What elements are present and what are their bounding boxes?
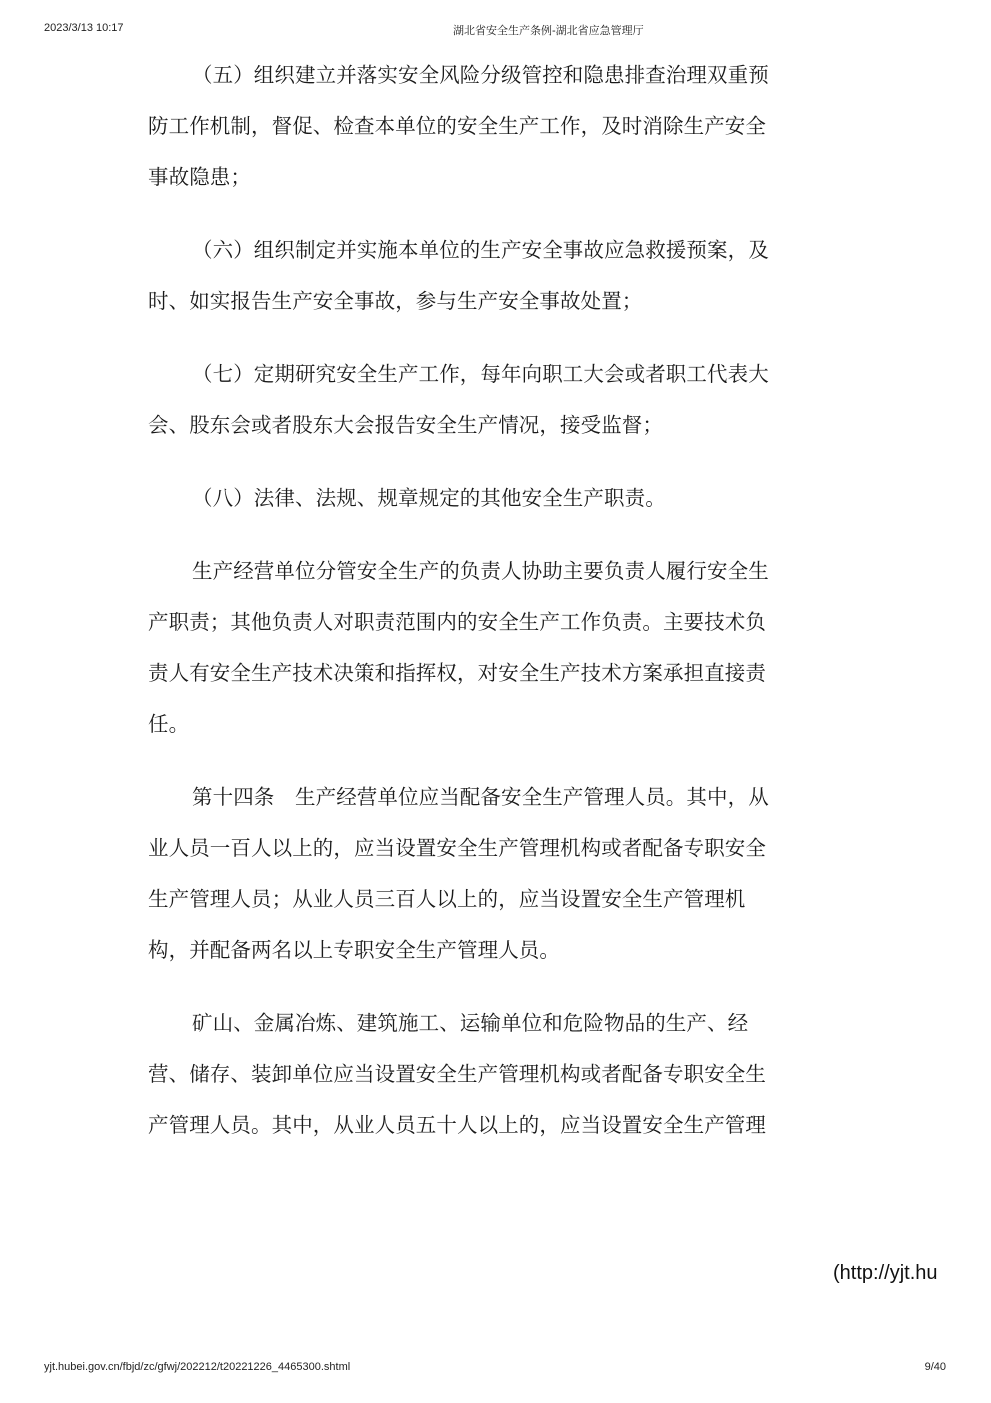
paragraph-line: 产职责；其他负责人对职责范围内的安全生产工作负责。主要技术负 <box>148 610 766 634</box>
paragraph-line: （八）法律、法规、规章规定的其他安全生产职责。 <box>192 486 666 510</box>
paragraph-line: 生产经营单位分管安全生产的负责人协助主要负责人履行安全生 <box>192 559 769 583</box>
paragraph-item-8 <box>148 473 848 524</box>
paragraph-article-14 <box>148 772 848 976</box>
paragraph-line: （五）组织建立并落实安全风险分级管控和隐患排查治理双重预 <box>192 63 769 87</box>
paragraph-line: 责人有安全生产技术决策和指挥权，对安全生产技术方案承担直接责 <box>148 661 766 685</box>
page-title: 湖北省安全生产条例-湖北省应急管理厅 <box>453 25 644 37</box>
paragraph-line: 会、股东会或者股东大会报告安全生产情况，接受监督； <box>148 413 663 437</box>
paragraph-line: 生产管理人员；从业人员三百人以上的，应当设置安全生产管理机 <box>148 887 746 911</box>
paragraph-line: 防工作机制，督促、检查本单位的安全生产工作，及时消除生产安全 <box>148 114 766 138</box>
paragraph-line: 营、储存、装卸单位应当设置安全生产管理机构或者配备专职安全生 <box>148 1062 766 1086</box>
print-datetime: 2023/3/13 10:17 <box>44 22 124 34</box>
paragraph-line: 事故隐患； <box>148 165 251 189</box>
paragraph-line: 构，并配备两名以上专职安全生产管理人员。 <box>148 938 560 962</box>
paragraph-line: （七）定期研究安全生产工作，每年向职工大会或者职工代表大 <box>192 362 769 386</box>
page-number: 9/40 <box>924 1361 946 1373</box>
print-footer <box>0 1361 991 1381</box>
paragraph-line: 矿山、金属冶炼、建筑施工、运输单位和危险物品的生产、经 <box>192 1011 749 1035</box>
print-header <box>0 22 991 42</box>
paragraph-line: 第十四条 生产经营单位应当配备安全生产管理人员。其中，从 <box>192 785 769 809</box>
source-link-fragment[interactable]: (http://yjt.hu <box>833 1262 938 1284</box>
paragraph-line: 产管理人员。其中，从业人员五十人以上的，应当设置安全生产管理 <box>148 1113 766 1137</box>
paragraph-item-5 <box>148 50 848 203</box>
paragraph-high-risk-units <box>148 998 848 1151</box>
document-body <box>148 50 848 1173</box>
page-url: yjt.hubei.gov.cn/fbjd/zc/gfwj/202212/t20221226_4465300.shtml <box>44 1361 351 1373</box>
paragraph-line: 业人员一百人以上的，应当设置安全生产管理机构或者配备专职安全 <box>148 836 766 860</box>
paragraph-line: （六）组织制定并实施本单位的生产安全事故应急救援预案，及 <box>192 238 769 262</box>
paragraph-item-6 <box>148 225 848 327</box>
paragraph-item-7 <box>148 349 848 451</box>
paragraph-deputy-duties <box>148 546 848 750</box>
paragraph-line: 任。 <box>148 712 190 736</box>
paragraph-line: 时、如实报告生产安全事故，参与生产安全事故处置； <box>148 289 643 313</box>
